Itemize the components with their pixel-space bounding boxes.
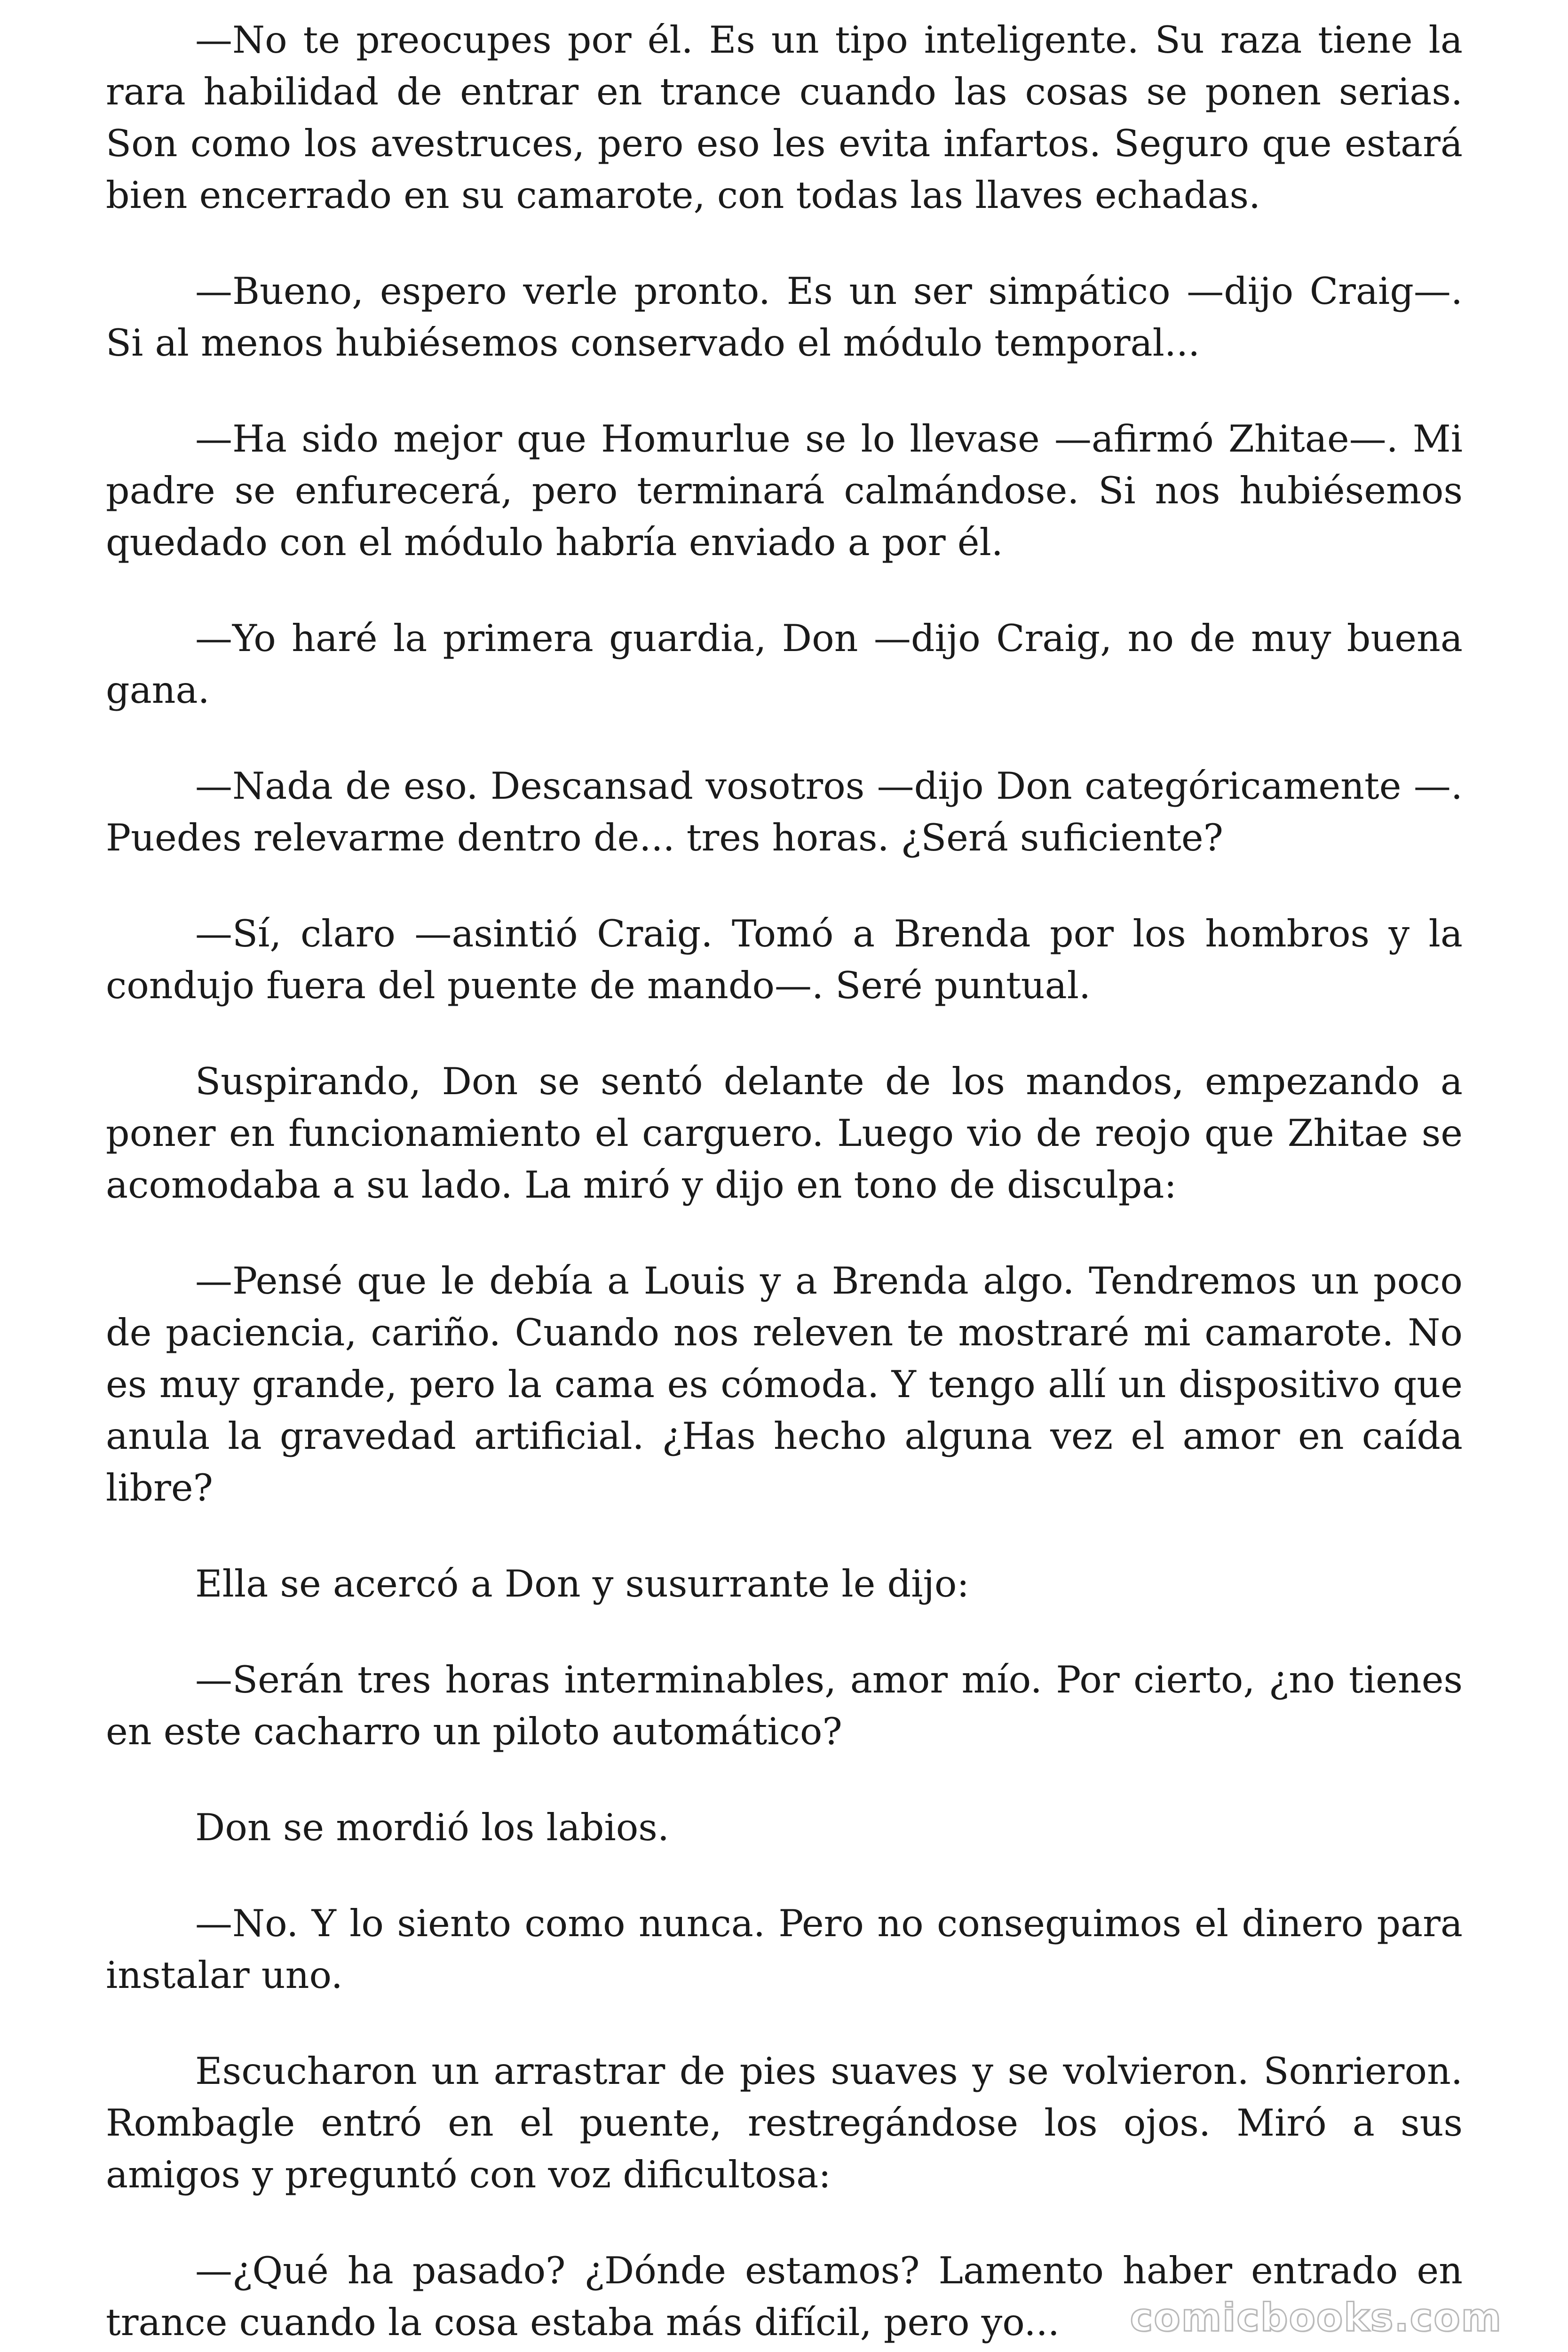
page-body [106,14,1463,2348]
paragraph: —¿Qué ha pasado? ¿Dónde estamos? Lamento haber entrado en trance cuando la cosa estaba más difícil, pero yo... [106,2249,1463,2344]
paragraph: Escucharon un arrastrar de pies suaves y se volvieron. Sonrieron. Rombagle entró en el puente, restregándose los ojos. Miró a sus amigos y preguntó con voz dificultosa: [106,2050,1463,2196]
paragraph: —Bueno, espero verle pronto. Es un ser simpático —dijo Craig—. Si al menos hubiésemos conservado el módulo temporal... [106,270,1463,365]
watermark: comicbooks.com [1130,2296,1502,2340]
paragraph: Ella se acercó a Don y susurrante le dijo: [195,1562,970,1605]
paragraph: —Yo haré la primera guardia, Don —dijo Craig, no de muy buena gana. [106,617,1463,712]
paragraph: —Ha sido mejor que Homurlue se lo llevase —afirmó Zhitae—. Mi padre se enfurecerá, pero terminará calmándose. Si nos hubiésemos quedado con el módulo habría enviado a por él. [106,417,1463,564]
paragraph: Suspirando, Don se sentó delante de los mandos, empezando a poner en funcionamiento el carguero. Luego vio de reojo que Zhitae se acomodaba a su lado. La miró y dijo en tono de disculpa: [106,1060,1463,1207]
paragraph: Don se mordió los labios. [195,1806,669,1849]
paragraph: —No. Y lo siento como nunca. Pero no conseguimos el dinero para instalar uno. [106,1902,1463,1997]
paragraph: —Sí, claro —asintió Craig. Tomó a Brenda por los hombros y la condujo fuera del puente de mando—. Seré puntual. [106,912,1463,1007]
paragraph: —Pensé que le debía a Louis y a Brenda algo. Tendremos un poco de paciencia, cariño. Cuando nos releven te mostraré mi camarote. No es muy grande, pero la cama es cómoda. Y tengo allí un dispositivo que anula la gravedad artificial. ¿Has hecho alguna vez el amor en caída libre? [106,1259,1463,1510]
paragraph: —Nada de eso. Descansad vosotros —dijo Don categóricamente —. Puedes relevarme dentro de... tres horas. ¿Será suficiente? [106,764,1463,859]
paragraph: —Serán tres horas interminables, amor mío. Por cierto, ¿no tienes en este cacharro un piloto automático? [106,1658,1463,1753]
paragraph: —No te preocupes por él. Es un tipo inteligente. Su raza tiene la rara habilidad de entrar en trance cuando las cosas se ponen serias. Son como los avestruces, pero eso les evita infartos. Seguro que estará bien encerrado en su camarote, con todas las llaves echadas. [106,18,1463,217]
